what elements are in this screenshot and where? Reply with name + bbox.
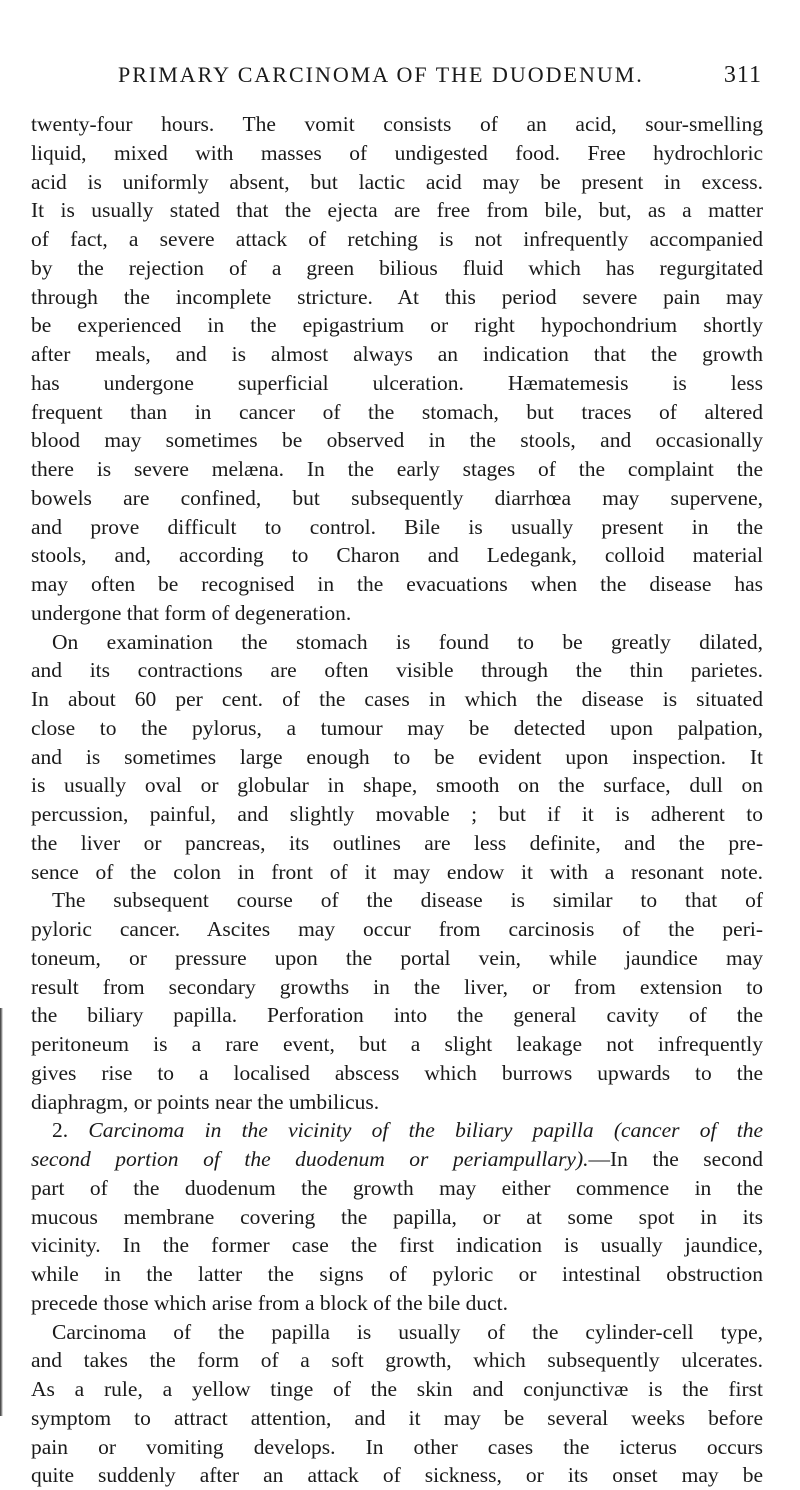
text-line: result from secondary growths in the liver, or from extension to xyxy=(31,974,763,999)
text-line: acid is uniformly absent, but lactic acid may be present in excess. xyxy=(31,169,763,194)
section-title-continued: second portion of the duodenum or periampullary). xyxy=(31,1147,589,1171)
text-line: In about 60 per cent. of the cases in which the disease is situated xyxy=(31,687,763,711)
text-line: It is usually stated that the ejecta are free from bile, but, as a matter xyxy=(31,198,763,223)
text-line: vicinity. In the former case the first indication is usually jaundice, xyxy=(31,1233,763,1258)
text-line: gives rise to a localised abscess which burrows upwards to the xyxy=(31,1060,763,1085)
body-text xyxy=(31,110,763,1490)
text-line: symptom to attract attention, and it may be several weeks before xyxy=(31,1405,763,1430)
text-line: and takes the form of a soft growth, which subsequently ulcerates. xyxy=(31,1348,763,1373)
section-title: Carcinoma in the vicinity of the biliary papilla (cancer of the xyxy=(88,1118,764,1143)
text-line: undergone that form of degeneration. xyxy=(31,600,352,625)
text-line: blood may sometimes be observed in the stools, and occasionally xyxy=(31,428,763,453)
text-line: close to the pylorus, a tumour may be detected upon palpation, xyxy=(31,715,763,740)
section-heading-line xyxy=(31,1116,763,1145)
text-line: diaphragm, or points near the umbilicus. xyxy=(31,1089,380,1114)
section-number: 2. xyxy=(52,1118,69,1143)
text-line: after meals, and is almost always an indication that the growth xyxy=(31,342,763,366)
text-line: pyloric cancer. Ascites may occur from carcinosis of the peri- xyxy=(31,917,763,941)
text-line: part of the duodenum the growth may either commence in the xyxy=(31,1175,763,1200)
text-line: by the rejection of a green bilious fluid which has regurgitated xyxy=(31,255,763,280)
text-line: quite suddenly after an attack of sickness, or its onset may be xyxy=(31,1463,763,1488)
text-line: twenty-four hours. The vomit consists of an acid, sour-smelling xyxy=(31,112,763,136)
text-line: while in the latter the signs of pyloric or intestinal obstruction xyxy=(31,1262,763,1286)
text-line: has undergone superficial ulceration. Hæmatemesis is less xyxy=(31,370,763,395)
text-line: be experienced in the epigastrium or right hypochondrium shortly xyxy=(31,313,763,338)
text-line: precede those which arise from a block of the bile duct. xyxy=(31,1290,508,1315)
text-line: mucous membrane covering the papilla, or at some spot in its xyxy=(31,1204,763,1229)
text-line: sence of the colon in front of it may endow it with a resonant note. xyxy=(31,859,763,884)
text-line: there is severe melæna. In the early stages of the complaint the xyxy=(31,457,763,481)
text-line: and is sometimes large enough to be evident upon inspection. It xyxy=(31,744,763,769)
text-line: toneum, or pressure upon the portal vein, while jaundice may xyxy=(31,945,763,970)
text-line: pain or vomiting develops. In other cases the icterus occurs xyxy=(31,1434,763,1459)
text-line: and prove difficult to control. Bile is usually present in the xyxy=(31,514,763,539)
text-line: frequent than in cancer of the stomach, but traces of altered xyxy=(31,399,763,424)
text-line: Carcinoma of the papilla is usually of the cylinder-cell type, xyxy=(52,1319,763,1344)
section-text: —In the second xyxy=(588,1147,763,1171)
page-number: 311 xyxy=(723,62,762,88)
text-line: percussion, painful, and slightly movable ; but if it is adherent to xyxy=(31,802,763,826)
text-line: is usually oval or globular in shape, smooth on the surface, dull on xyxy=(31,773,763,798)
running-title: PRIMARY CARCINOMA OF THE DUODENUM. xyxy=(118,62,644,87)
section-heading-line xyxy=(31,1145,763,1174)
text-line: of fact, a severe attack of retching is not infrequently accompanied xyxy=(31,227,763,251)
text-line: The subsequent course of the disease is similar to that of xyxy=(52,888,763,913)
text-line: As a rule, a yellow tinge of the skin and conjunctivæ is the first xyxy=(31,1377,763,1401)
text-line: bowels are confined, but subsequently diarrhœa may supervene, xyxy=(31,485,763,510)
text-line: the liver or pancreas, its outlines are less definite, and the pre- xyxy=(31,830,763,855)
text-line: the biliary papilla. Perforation into the general cavity of the xyxy=(31,1003,763,1028)
page-edge-shadow xyxy=(0,1008,3,1416)
text-line: peritoneum is a rare event, but a slight leakage not infrequently xyxy=(31,1032,763,1056)
text-line: and its contractions are often visible through the thin parietes. xyxy=(31,658,763,683)
text-line: may often be recognised in the evacuations when the disease has xyxy=(31,572,763,596)
text-line: through the incomplete stricture. At this period severe pain may xyxy=(31,284,763,309)
text-line: liquid, mixed with masses of undigested food. Free hydrochloric xyxy=(31,140,763,165)
text-line: stools, and, according to Charon and Ledegank, colloid material xyxy=(31,543,763,568)
text-line: On examination the stomach is found to be greatly dilated, xyxy=(52,629,763,654)
